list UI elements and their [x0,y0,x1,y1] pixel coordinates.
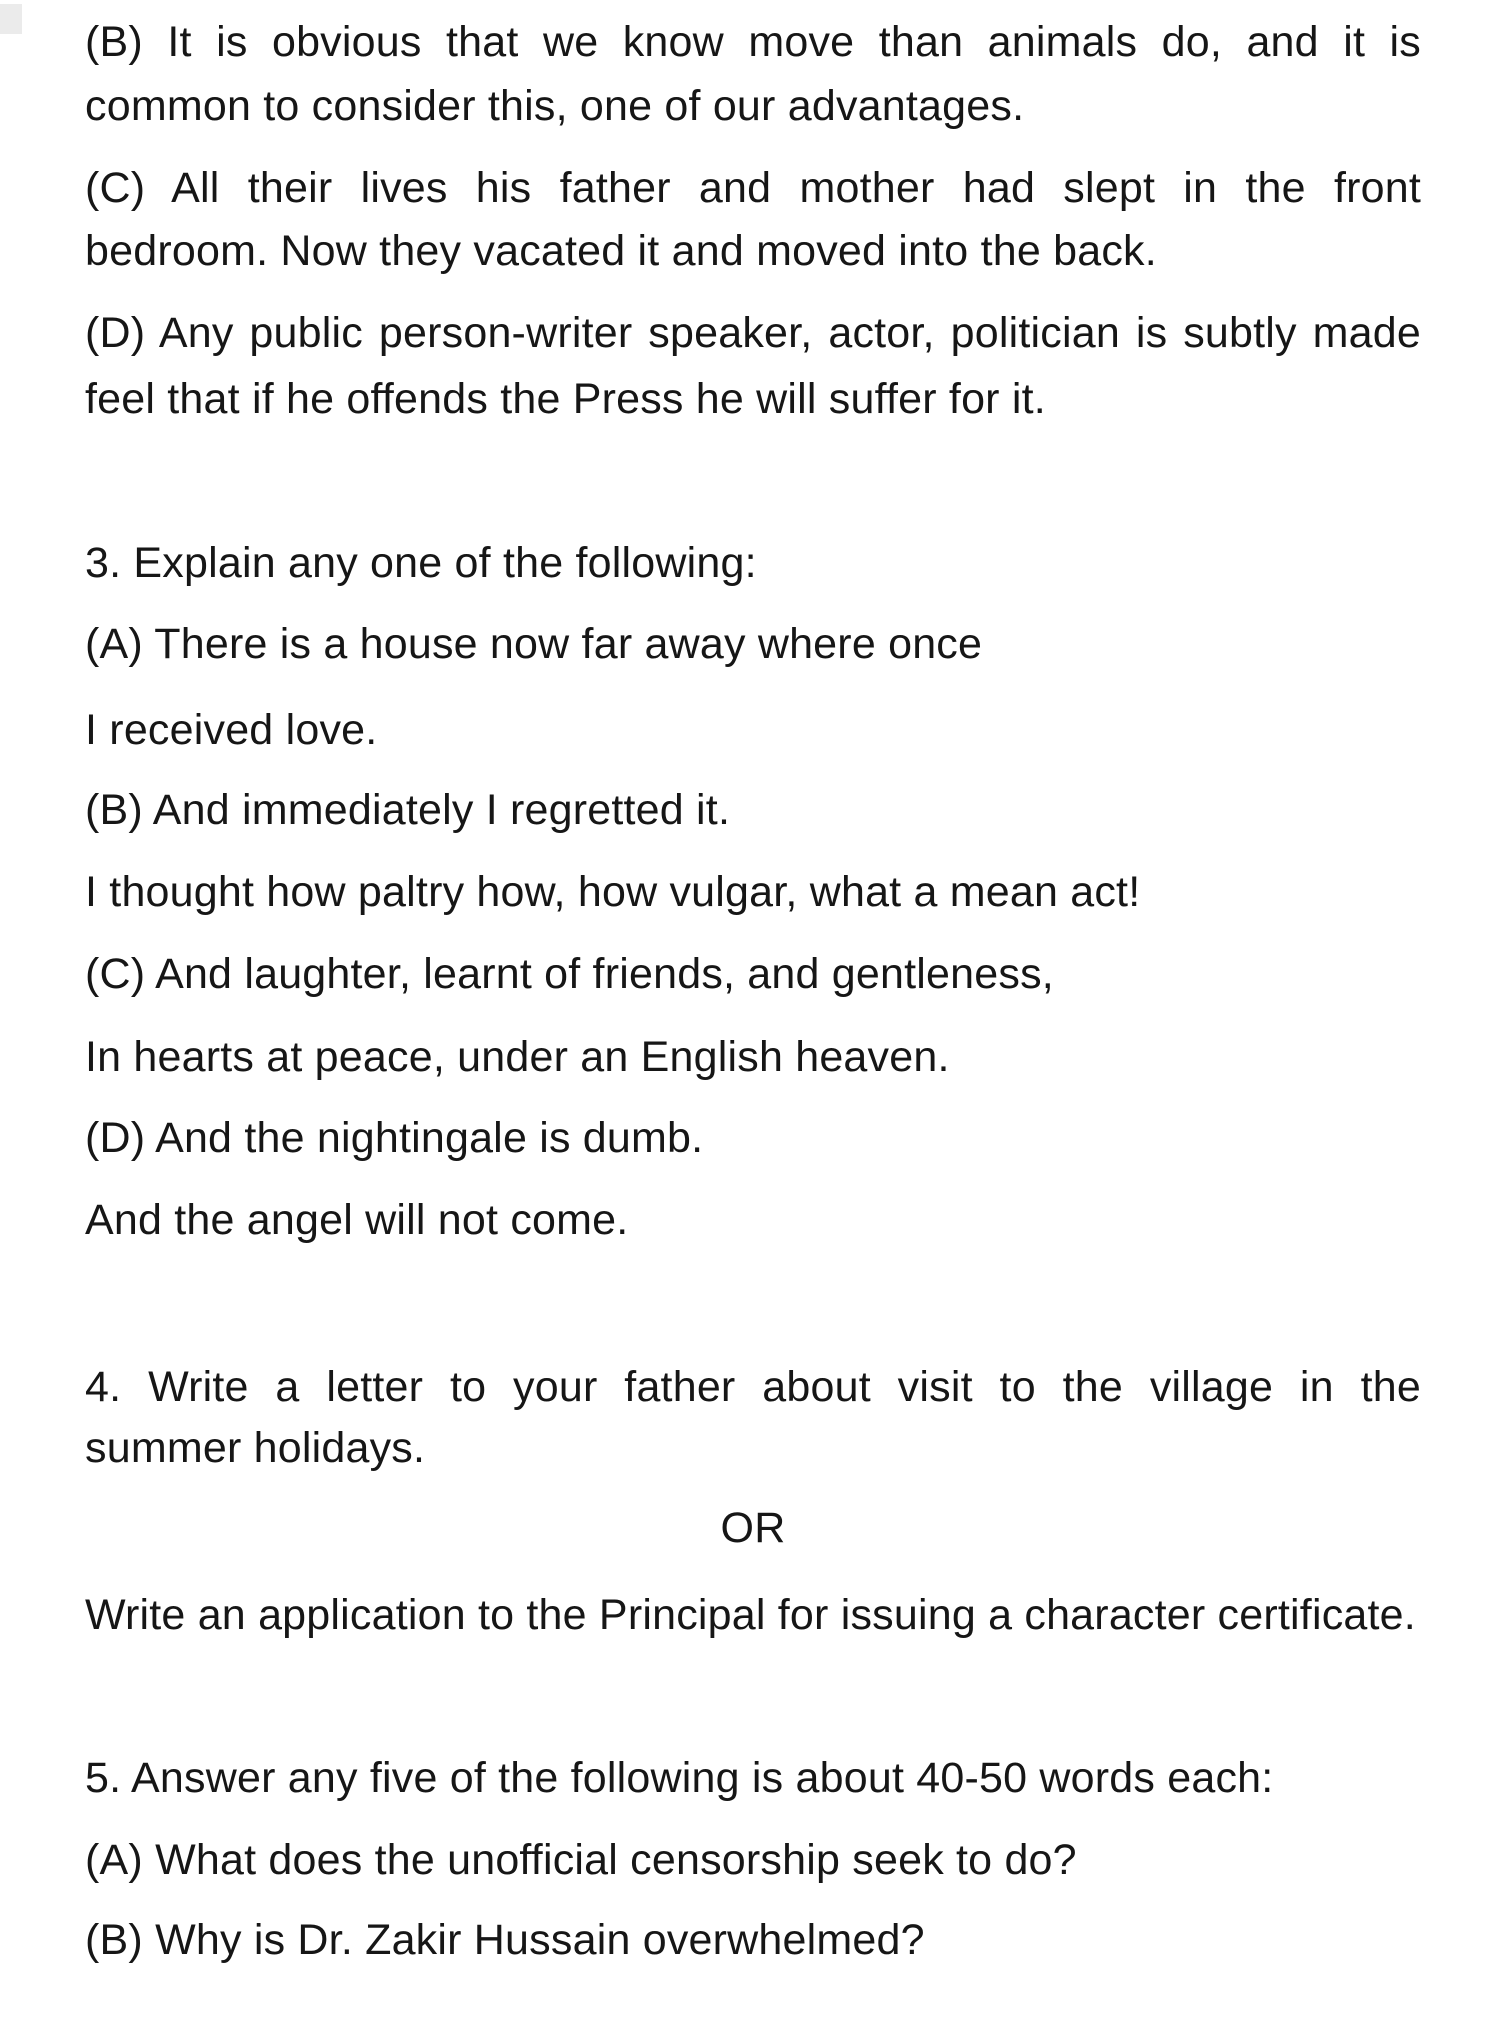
q2-option-c-line-1: (C) All their lives his father and mother had slept in the front [85,164,1421,212]
q3-option-d-line-1: (D) And the nightingale is dumb. [85,1114,704,1162]
q4-alternative: Write an application to the Principal for issuing a character certificate. [85,1591,1416,1639]
q3-option-c-line-1: (C) And laughter, learnt of friends, and gentleness, [85,950,1054,998]
q3-option-d-line-2: And the angel will not come. [85,1196,629,1244]
q2-option-d-line-2: feel that if he offends the Press he will suffer for it. [85,375,1046,423]
scan-artifact [0,4,22,34]
q3-heading: 3. Explain any one of the following: [85,539,757,587]
q2-option-d-line-1: (D) Any public person-writer speaker, actor, politician is subtly made [85,309,1421,357]
q2-option-b-line-1: (B) It is obvious that we know move than animals do, and it is [85,18,1421,66]
q5-option-b: (B) Why is Dr. Zakir Hussain overwhelmed? [85,1916,925,1964]
q3-option-b-line-1: (B) And immediately I regretted it. [85,786,731,834]
q5-option-a: (A) What does the unofficial censorship seek to do? [85,1836,1077,1884]
q4-line-2: summer holidays. [85,1424,426,1472]
q3-option-a-line-2: I received love. [85,706,378,754]
q5-heading: 5. Answer any five of the following is about 40-50 words each: [85,1754,1274,1802]
q2-option-c-line-2: bedroom. Now they vacated it and moved into the back. [85,227,1157,275]
q4-or-separator: OR [720,1504,786,1552]
q2-option-b-line-2: common to consider this, one of our advantages. [85,82,1025,130]
q3-option-a-line-1: (A) There is a house now far away where once [85,620,983,668]
q3-option-b-line-2: I thought how paltry how, how vulgar, what a mean act! [85,868,1141,916]
q3-option-c-line-2: In hearts at peace, under an English heaven. [85,1033,950,1081]
q4-line-1: 4. Write a letter to your father about visit to the village in the [85,1363,1421,1411]
